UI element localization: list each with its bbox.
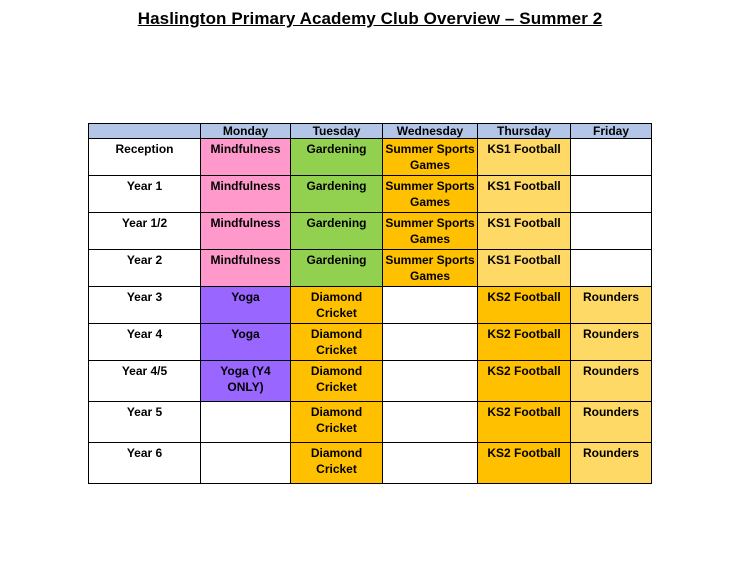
club-cell-tuesday: Gardening	[291, 250, 383, 287]
club-cell-thursday: KS1 Football	[478, 139, 571, 176]
club-cell-monday: Yoga	[201, 287, 291, 324]
club-cell-friday: Rounders	[571, 443, 652, 484]
club-cell-tuesday: Diamond Cricket	[291, 361, 383, 402]
year-group-label: Year 3	[89, 287, 201, 324]
club-cell-thursday: KS1 Football	[478, 250, 571, 287]
club-cell-thursday: KS1 Football	[478, 176, 571, 213]
club-cell-friday: Rounders	[571, 287, 652, 324]
club-cell-thursday: KS2 Football	[478, 402, 571, 443]
club-cell-wednesday	[383, 443, 478, 484]
header-monday: Monday	[201, 124, 291, 139]
club-cell-monday: Yoga (Y4 ONLY)	[201, 361, 291, 402]
club-cell-thursday: KS1 Football	[478, 213, 571, 250]
year-group-label: Year 1/2	[89, 213, 201, 250]
club-cell-friday: Rounders	[571, 402, 652, 443]
club-cell-tuesday: Diamond Cricket	[291, 402, 383, 443]
club-cell-monday: Mindfulness	[201, 250, 291, 287]
club-cell-tuesday: Gardening	[291, 139, 383, 176]
header-group-cell	[89, 124, 201, 139]
club-cell-wednesday	[383, 402, 478, 443]
club-cell-friday	[571, 176, 652, 213]
year-group-label: Year 4	[89, 324, 201, 361]
table-row	[89, 213, 652, 250]
header-wednesday: Wednesday	[383, 124, 478, 139]
club-cell-friday	[571, 139, 652, 176]
club-cell-friday	[571, 213, 652, 250]
club-cell-thursday: KS2 Football	[478, 324, 571, 361]
page-title: Haslington Primary Academy Club Overview – Summer 2	[137, 9, 603, 28]
table-row	[89, 250, 652, 287]
club-cell-friday: Rounders	[571, 361, 652, 402]
club-cell-monday: Yoga	[201, 324, 291, 361]
year-group-label: Year 6	[89, 443, 201, 484]
header-tuesday: Tuesday	[291, 124, 383, 139]
club-cell-wednesday: Summer Sports Games	[383, 213, 478, 250]
club-cell-wednesday: Summer Sports Games	[383, 176, 478, 213]
club-cell-monday	[201, 443, 291, 484]
club-timetable	[88, 123, 652, 484]
club-cell-tuesday: Gardening	[291, 213, 383, 250]
year-group-label: Year 5	[89, 402, 201, 443]
club-cell-tuesday: Diamond Cricket	[291, 287, 383, 324]
club-cell-monday: Mindfulness	[201, 176, 291, 213]
table-row	[89, 402, 652, 443]
club-cell-wednesday	[383, 287, 478, 324]
club-cell-monday: Mindfulness	[201, 139, 291, 176]
year-group-label: Reception	[89, 139, 201, 176]
year-group-label: Year 1	[89, 176, 201, 213]
club-cell-thursday: KS2 Football	[478, 443, 571, 484]
club-cell-wednesday	[383, 361, 478, 402]
club-cell-tuesday: Gardening	[291, 176, 383, 213]
header-thursday: Thursday	[478, 124, 571, 139]
club-cell-thursday: KS2 Football	[478, 287, 571, 324]
club-cell-tuesday: Diamond Cricket	[291, 324, 383, 361]
club-cell-wednesday	[383, 324, 478, 361]
year-group-label: Year 4/5	[89, 361, 201, 402]
table-row	[89, 361, 652, 402]
table-row	[89, 176, 652, 213]
club-cell-tuesday: Diamond Cricket	[291, 443, 383, 484]
table-row	[89, 287, 652, 324]
table-row	[89, 443, 652, 484]
header-friday: Friday	[571, 124, 652, 139]
club-cell-friday: Rounders	[571, 324, 652, 361]
year-group-label: Year 2	[89, 250, 201, 287]
club-cell-monday	[201, 402, 291, 443]
club-cell-thursday: KS2 Football	[478, 361, 571, 402]
club-cell-wednesday: Summer Sports Games	[383, 139, 478, 176]
club-cell-wednesday: Summer Sports Games	[383, 250, 478, 287]
table-row	[89, 324, 652, 361]
table-row	[89, 139, 652, 176]
club-cell-friday	[571, 250, 652, 287]
header-row	[89, 124, 652, 139]
club-cell-monday: Mindfulness	[201, 213, 291, 250]
